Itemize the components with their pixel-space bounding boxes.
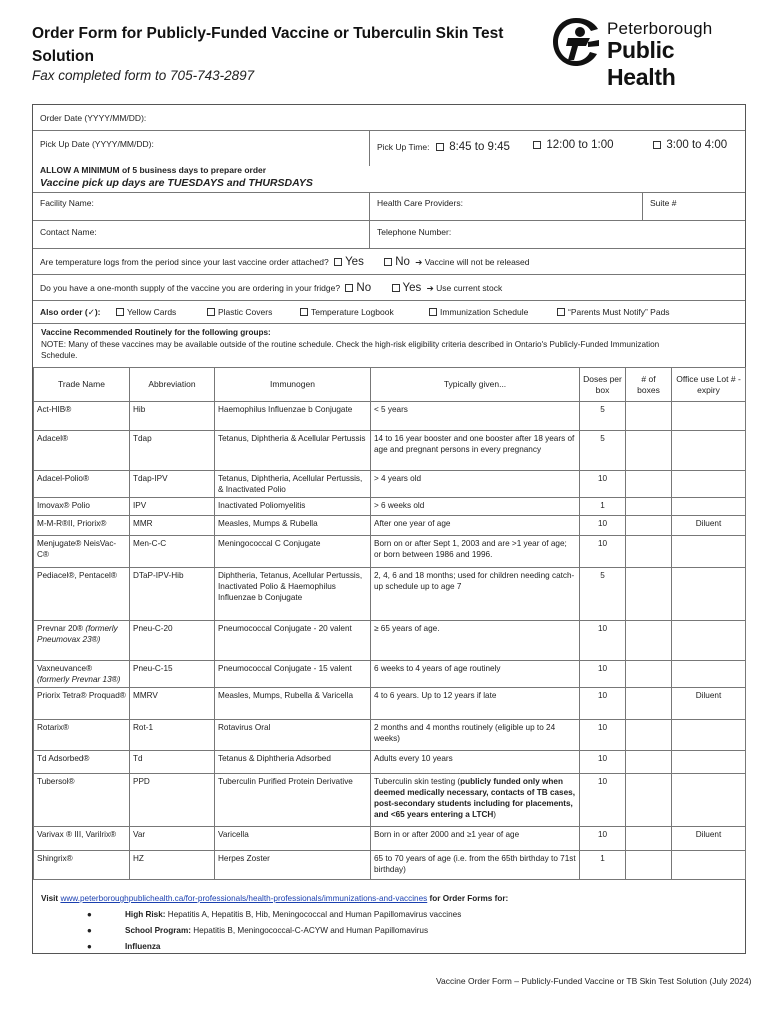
also-order-item-5[interactable] <box>557 307 670 317</box>
temp-yes-label: Yes <box>345 256 364 268</box>
doses-cell: 10 <box>580 516 626 536</box>
also-order-checkbox-4[interactable] <box>429 308 437 316</box>
trade-name-cell: Imovax® Polio <box>34 498 130 516</box>
pickup-time-option-3: 3:00 to 4:00 <box>666 139 728 151</box>
doses-cell: 5 <box>580 402 626 431</box>
office-use-cell <box>672 774 746 827</box>
given-cell: Adults every 10 years <box>371 751 580 774</box>
trade-name-cell: Varivax ® III, Varilrix® <box>34 827 130 851</box>
recommended-note-line2: Schedule. <box>41 351 78 360</box>
bullet-text <box>125 910 461 919</box>
abbreviation-cell: Rot-1 <box>130 720 215 751</box>
table-row <box>34 431 746 471</box>
immunogen-cell: Herpes Zoster <box>215 851 371 880</box>
table-row <box>34 751 746 774</box>
logo-mark-icon <box>550 16 602 68</box>
supply-question <box>40 282 502 294</box>
also-order-item-2[interactable] <box>207 307 272 317</box>
abbreviation-cell: MMRV <box>130 688 215 720</box>
doses-cell: 5 <box>580 568 626 621</box>
suite-label: Suite # <box>650 198 677 208</box>
doses-cell: 10 <box>580 621 626 661</box>
fax-instruction: Fax completed form to 705-743-2897 <box>32 68 255 83</box>
given-cell: 6 weeks to 4 years of age routinely <box>371 661 580 688</box>
doses-cell: 10 <box>580 751 626 774</box>
also-order-label-5: “Parents Must Notify” Pads <box>568 307 670 317</box>
recommended-note-line1: NOTE: Many of these vaccines may be available outside of the routine schedule. Check the high-risk eligibility criteria described in Ontario's Publicly-Funded Immunization <box>41 339 660 349</box>
bullet-icon: ● <box>87 942 92 951</box>
contact-row <box>33 221 745 249</box>
boxes-input-cell[interactable] <box>626 516 672 536</box>
pickup-time-opt2[interactable] <box>533 139 614 151</box>
allow-minimum-text <box>40 165 266 175</box>
suite-divider <box>642 193 643 221</box>
doses-cell: 10 <box>580 471 626 498</box>
bullet-label: Influenza <box>125 942 161 951</box>
boxes-input-cell[interactable] <box>626 751 672 774</box>
supply-yes-label: Yes <box>402 282 422 294</box>
trade-name-cell <box>34 621 130 661</box>
immunogen-cell: Pneumococcal Conjugate - 15 valent <box>215 661 371 688</box>
trade-name-cell: Act-HIB® <box>34 402 130 431</box>
bullet-label: High Risk: <box>125 910 166 919</box>
pickup-days-text: Vaccine pick up days are TUESDAYS and THURSDAYS <box>40 177 313 189</box>
logo-text-peterborough: Peterborough <box>607 19 713 38</box>
page-title: Order Form for Publicly-Funded Vaccine or Tuberculin Skin Test Solution <box>32 25 504 65</box>
recommended-heading: Vaccine Recommended Routinely for the following groups: <box>41 328 271 337</box>
temp-no-label: No <box>395 256 410 268</box>
peterborough-public-health-logo <box>550 16 746 90</box>
doses-cell: 5 <box>580 431 626 471</box>
immunogen-cell: Measles, Mumps, Rubella & Varicella <box>215 688 371 720</box>
boxes-input-cell[interactable] <box>626 431 672 471</box>
trade-name-cell: Pediacel®, Pentacel® <box>34 568 130 621</box>
abbreviation-cell: DTaP-IPV-Hib <box>130 568 215 621</box>
facility-row <box>33 193 745 221</box>
bullet-body: Hepatitis A, Hepatitis B, Hib, Meningococcal and Human Papillomavirus vaccines <box>167 910 462 919</box>
given-cell: > 6 weeks old <box>371 498 580 516</box>
office-use-cell <box>672 851 746 880</box>
also-order-checkbox-3[interactable] <box>300 308 308 316</box>
trade-name-cell: Rotarix® <box>34 720 130 751</box>
immunogen-cell: Tetanus & Diphtheria Adsorbed <box>215 751 371 774</box>
also-order-item-1[interactable] <box>116 307 176 317</box>
abbreviation-cell: Men-C-C <box>130 536 215 568</box>
trade-name-note: (formerly Prevnar 13®) <box>37 675 121 684</box>
bullet-text <box>125 926 428 935</box>
also-order-row <box>33 301 745 324</box>
doses-cell: 10 <box>580 688 626 720</box>
boxes-input-cell[interactable] <box>626 774 672 827</box>
doses-cell: 1 <box>580 498 626 516</box>
table-header-row <box>34 368 746 402</box>
col-typically-given: Typically given... <box>371 368 580 402</box>
temp-no-note: ➔ Vaccine will not be released <box>415 257 530 267</box>
immunogen-cell: Haemophilus Influenzae b Conjugate <box>215 402 371 431</box>
pickup-time-opt3[interactable] <box>653 139 727 151</box>
also-order-label <box>40 307 100 318</box>
contact-divider <box>369 221 370 249</box>
telephone-label: Telephone Number: <box>377 227 452 237</box>
allow-minimum-bold: ALLOW A MINIMUM of 5 business days to prepare order <box>40 165 267 175</box>
immunogen-cell: Rotavirus Oral <box>215 720 371 751</box>
table-row <box>34 827 746 851</box>
bullet-icon: ● <box>87 910 92 919</box>
col-abbreviation: Abbreviation <box>130 368 215 402</box>
abbreviation-cell: Td <box>130 751 215 774</box>
boxes-input-cell[interactable] <box>626 498 672 516</box>
given-cell: < 5 years <box>371 402 580 431</box>
supply-yes-checkbox[interactable] <box>392 284 400 292</box>
facility-name-label: Facility Name: <box>40 198 94 208</box>
also-order-checkbox-5[interactable] <box>557 308 565 316</box>
abbreviation-cell: Tdap-IPV <box>130 471 215 498</box>
office-use-cell: Diluent <box>672 827 746 851</box>
given-cell: 2, 4, 6 and 18 months; used for children needing catch-up schedule up to age 7 <box>371 568 580 621</box>
trade-name-cell: Shingrix® <box>34 851 130 880</box>
office-use-cell <box>672 568 746 621</box>
trade-name-cell: Adacel® <box>34 431 130 471</box>
col-office-use: Office use Lot # - expiry <box>672 368 746 402</box>
pickup-time-checkbox-1[interactable] <box>436 143 444 151</box>
trade-name-cell: Priorix Tetra® Proquad® <box>34 688 130 720</box>
table-row <box>34 498 746 516</box>
table-row <box>34 621 746 661</box>
abbreviation-cell: MMR <box>130 516 215 536</box>
pickup-time-label <box>377 141 510 153</box>
table-row <box>34 568 746 621</box>
supply-no-checkbox[interactable] <box>345 284 353 292</box>
given-cell: Born on or after Sept 1, 2003 and are >1 year of age; or born between 1986 and 1996. <box>371 536 580 568</box>
also-order-checkbox-1[interactable] <box>116 308 124 316</box>
table-row <box>34 516 746 536</box>
temp-yes-checkbox[interactable] <box>334 258 342 266</box>
doses-cell: 10 <box>580 827 626 851</box>
boxes-input-cell[interactable] <box>626 827 672 851</box>
table-row <box>34 774 746 827</box>
office-use-cell <box>672 720 746 751</box>
boxes-input-cell[interactable] <box>626 568 672 621</box>
bullet-text <box>125 942 160 951</box>
given-end-text: ) <box>493 810 497 819</box>
also-order-label-2: Plastic Covers <box>218 307 273 317</box>
trade-name-cell: Adacel-Polio® <box>34 471 130 498</box>
office-use-cell <box>672 431 746 471</box>
trade-name-text: Vaxneuvance® <box>37 664 93 673</box>
order-date-row[interactable] <box>33 105 745 131</box>
vaccine-table <box>33 367 746 880</box>
order-forms-link[interactable]: www.peterboroughpublichealth.ca/for-professionals/health-professionals/immunizations-and-vaccines <box>60 894 428 903</box>
also-order-item-4[interactable] <box>429 307 528 317</box>
immunogen-cell: Tuberculin Purified Protein Derivative <box>215 774 371 827</box>
table-row <box>34 661 746 688</box>
footer-text: Vaccine Order Form – Publicly-Funded Vaccine or TB Skin Test Solution (July 2024) <box>436 976 752 986</box>
doses-cell: 10 <box>580 720 626 751</box>
office-use-cell <box>672 536 746 568</box>
abbreviation-cell: HZ <box>130 851 215 880</box>
table-row <box>34 536 746 568</box>
immunogen-cell: Diphtheria, Tetanus, Acellular Pertussis, Inactivated Polio & Haemophilus Influenzae b Conjugate <box>215 568 371 621</box>
abbreviation-cell: PPD <box>130 774 215 827</box>
table-row <box>34 688 746 720</box>
trade-name-cell: Td Adsorbed® <box>34 751 130 774</box>
abbreviation-cell: Var <box>130 827 215 851</box>
given-bold-text: publicly funded only when deemed medically necessary, contacts of TB cases, post-secondary students including for placements, and <65 years entering a LTCH <box>374 777 575 819</box>
office-use-cell: Diluent <box>672 688 746 720</box>
office-use-cell <box>672 498 746 516</box>
temp-logs-text: Are temperature logs from the period since your last vaccine order attached? <box>40 257 329 267</box>
boxes-input-cell[interactable] <box>626 536 672 568</box>
office-use-cell <box>672 402 746 431</box>
given-cell: 14 to 16 year booster and one booster after 18 years of age and pregnant persons in every pregnancy <box>371 431 580 471</box>
abbreviation-cell: Pneu-C-15 <box>130 661 215 688</box>
boxes-input-cell[interactable] <box>626 688 672 720</box>
pickup-time-checkbox-3[interactable] <box>653 141 661 149</box>
trade-name-cell: Tubersol® <box>34 774 130 827</box>
temp-logs-question <box>40 256 530 268</box>
trade-name-note: (formerly Pneumovax 23®) <box>37 624 118 644</box>
trade-name-cell: Menjugate® NeisVac-C® <box>34 536 130 568</box>
pickup-row <box>33 131 745 193</box>
abbreviation-cell: Hib <box>130 402 215 431</box>
col-doses-per-box: Doses per box <box>580 368 626 402</box>
given-cell: Born in or after 2000 and ≥1 year of age <box>371 827 580 851</box>
supply-row <box>33 275 745 301</box>
pickup-time-option-2: 12:00 to 1:00 <box>546 139 614 151</box>
boxes-input-cell[interactable] <box>626 720 672 751</box>
pickup-time-text: Pick Up Time: <box>377 142 430 152</box>
pickup-time-checkbox-2[interactable] <box>533 141 541 149</box>
col-trade-name: Trade Name <box>34 368 130 402</box>
visit-line <box>41 894 508 903</box>
immunogen-cell: Tetanus, Diphtheria & Acellular Pertussis <box>215 431 371 471</box>
immunogen-cell: Tetanus, Diphtheria, Acellular Pertussis, & Inactivated Polio <box>215 471 371 498</box>
abbreviation-cell: IPV <box>130 498 215 516</box>
trade-name-text: Prevnar 20® <box>37 624 84 633</box>
also-order-label-3: Temperature Logbook <box>311 307 394 317</box>
immunogen-cell: Pneumococcal Conjugate - 20 valent <box>215 621 371 661</box>
table-row <box>34 402 746 431</box>
office-use-cell <box>672 751 746 774</box>
immunogen-cell: Varicella <box>215 827 371 851</box>
also-order-checkbox-2[interactable] <box>207 308 215 316</box>
temp-logs-row <box>33 249 745 275</box>
pickup-divider <box>369 131 370 166</box>
boxes-input-cell[interactable] <box>626 621 672 661</box>
trade-name-cell: M-M-R®II, Priorix® <box>34 516 130 536</box>
abbreviation-cell: Tdap <box>130 431 215 471</box>
pickup-date-label: Pick Up Date (YYYY/MM/DD): <box>40 139 154 149</box>
boxes-input-cell[interactable] <box>626 851 672 880</box>
abbreviation-cell: Pneu-C-20 <box>130 621 215 661</box>
supply-text: Do you have a one-month supply of the vaccine you are ordering in your fridge? <box>40 283 341 293</box>
visit-suffix: for Order Forms for: <box>429 894 509 903</box>
also-order-text: Also order (✓): <box>40 307 101 317</box>
temp-no-checkbox[interactable] <box>384 258 392 266</box>
immunogen-cell: Inactivated Poliomyelitis <box>215 498 371 516</box>
table-row <box>34 720 746 751</box>
office-use-cell <box>672 621 746 661</box>
office-use-cell: Diluent <box>672 516 746 536</box>
col-num-boxes: # of boxes <box>626 368 672 402</box>
col-immunogen: Immunogen <box>215 368 371 402</box>
given-cell: 4 to 6 years. Up to 12 years if late <box>371 688 580 720</box>
doses-cell: 10 <box>580 661 626 688</box>
given-cell: 65 to 70 years of age (i.e. from the 65th birthday to 71st birthday) <box>371 851 580 880</box>
doses-cell: 10 <box>580 774 626 827</box>
given-cell: 2 months and 4 months routinely (eligible up to 24 weeks) <box>371 720 580 751</box>
immunogen-cell: Measles, Mumps & Rubella <box>215 516 371 536</box>
boxes-input-cell[interactable] <box>626 661 672 688</box>
given-cell: > 4 years old <box>371 471 580 498</box>
supply-no-label: No <box>356 282 372 294</box>
hcp-label: Health Care Providers: <box>377 198 463 208</box>
doses-cell: 1 <box>580 851 626 880</box>
boxes-input-cell[interactable] <box>626 471 672 498</box>
table-row <box>34 851 746 880</box>
bullet-label: School Program: <box>125 926 191 935</box>
trade-name-cell <box>34 661 130 688</box>
table-row <box>34 471 746 498</box>
order-form <box>32 104 746 954</box>
visit-prefix: Visit <box>41 894 59 903</box>
also-order-item-3[interactable] <box>300 307 394 317</box>
given-cell: ≥ 65 years of age. <box>371 621 580 661</box>
also-order-label-1: Yellow Cards <box>127 307 177 317</box>
facility-divider <box>369 193 370 221</box>
bullet-body: Hepatitis B, Meningococcal-C-ACYW and Human Papillomavirus <box>193 926 429 935</box>
pickup-time-option-1: 8:45 to 9:45 <box>449 141 510 153</box>
doses-cell: 10 <box>580 536 626 568</box>
office-use-cell <box>672 471 746 498</box>
also-order-label-4: Immunization Schedule <box>440 307 529 317</box>
boxes-input-cell[interactable] <box>626 402 672 431</box>
logo-text-public-health: Public Health <box>607 37 676 90</box>
immunogen-cell: Meningococcal C Conjugate <box>215 536 371 568</box>
supply-yes-note: ➔ Use current stock <box>426 283 503 293</box>
given-text: Tuberculin skin testing ( <box>374 777 461 786</box>
office-use-cell <box>672 661 746 688</box>
order-date-label: Order Date (YYYY/MM/DD): <box>40 113 147 123</box>
recommended-note <box>41 327 659 362</box>
bullet-icon: ● <box>87 926 92 935</box>
given-cell <box>371 774 580 827</box>
contact-name-label: Contact Name: <box>40 227 97 237</box>
given-cell: After one year of age <box>371 516 580 536</box>
